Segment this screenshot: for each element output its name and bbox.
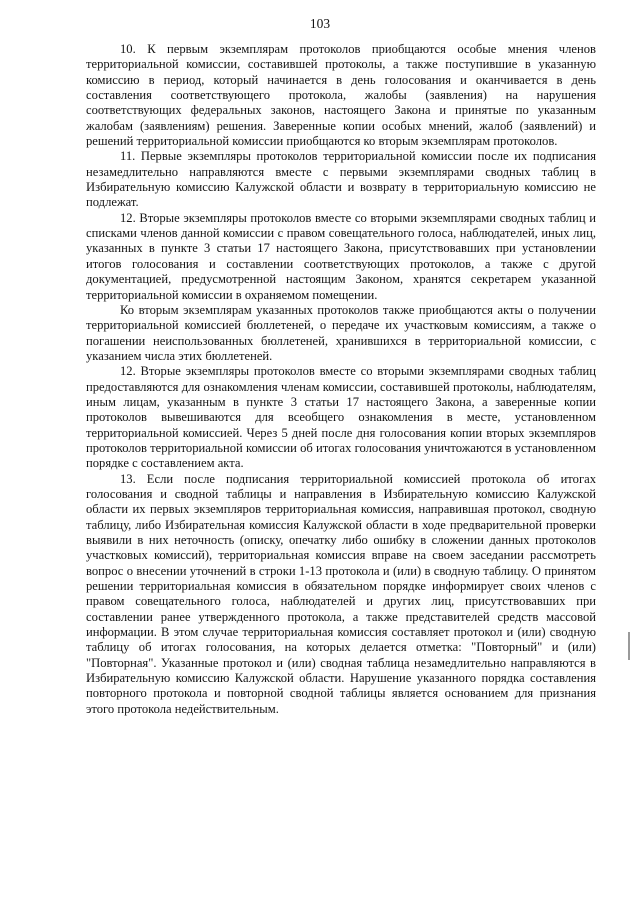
scan-edge-mark xyxy=(628,632,630,660)
document-body xyxy=(86,42,596,717)
paragraph-12: 12. Вторые экземпляры протоколов вместе со вторыми экземплярами сводных таблиц и списками членов данной комиссии с правом совещательного голоса, наблюдателей, иных лиц, указанных в пункте 3 статьи 17 настоящего Закона, присутствовавших при установлении итогов голосования и составлении соответствующих протоколов, а также с другой документацией, предусмотренной настоящим Законом, хранятся секретарем указанной территориальной комиссии в охраняемом помещении. xyxy=(86,210,596,302)
paragraph-12-second: 12. Вторые экземпляры протоколов вместе со вторыми экземплярами сводных таблиц предоставляются для ознакомления членам комиссии, составившей протоколы, наблюдателям, иным лицам, указанным в пункте 3 статьи 17 настоящего Закона, а заверенные копии протоколов вывешиваются для всеобщего ознакомления в месте, установленном территориальной комиссией. Через 5 дней после дня голосования копии вторых экземпляров протоколов территориальной комиссии об итогах голосования уничтожаются в установленном порядке с составлением акта. xyxy=(86,364,596,471)
paragraph-11: 11. Первые экземпляры протоколов территориальной комиссии после их подписания незамедлительно направляются вместе с первыми экземплярами сводных таблиц в Избирательную комиссию Калужской области и возврату в территориальную комиссию не подлежат. xyxy=(86,149,596,210)
paragraph-12-continuation: Ко вторым экземплярам указанных протоколов также приобщаются акты о получении территориальной комиссией бюллетеней, о передаче их участковым комиссиям, а также о погашении неиспользованных бюллетеней, хранившихся в территориальной комиссии, с указанием числа этих бюллетеней. xyxy=(86,302,596,363)
paragraph-10: 10. К первым экземплярам протоколов приобщаются особые мнения членов территориальной комиссии, составившей протоколы, а также поступившие в указанную комиссию в период, который начинается в день голосования и оканчивается в день составления соответствующего протокола, жалобы (заявления) на нарушения соответствующих федеральных законов, настоящего Закона и принятые по указанным жалобам (заявлениям) решения. Заверенные копии особых мнений, жалоб (заявлений) и решений территориальной комиссии приобщаются ко вторым экземплярам протоколов. xyxy=(86,42,596,149)
page-number: 103 xyxy=(309,16,331,31)
paragraph-13: 13. Если после подписания территориальной комиссией протокола об итогах голосования и сводной таблицы и направления в Избирательную комиссию Калужской области их первых экземпляров территориальная комиссия, направившая протокол, сводную таблицу, либо Избирательная комиссия Калужской области в ходе предварительной проверки выявили в них неточность (описку, опечатку либо ошибку в сложении данных протоколов участковых комиссий), территориальная комиссия вправе на своем заседании рассмотреть вопрос о внесении уточнений в строки 1-13 протокола и (или) в сводную таблицу. О принятом решении территориальная комиссия в обязательном порядке информирует своих членов с правом совещательного голоса, наблюдателей и других лиц, присутствовавших при составлении ранее утвержденного протокола, а также представителей средств массовой информации. В этом случае территориальная комиссия составляет протокол и (или) сводную таблицу об итогах голосования, на которых делается отметка: "Повторный" и (или) "Повторная". Указанные протокол и (или) сводная таблица незамедлительно направляются в Избирательную комиссию Калужской области. Нарушение указанного порядка составления повторного протокола и повторной сводной таблицы является основанием для признания этого протокола недействительным. xyxy=(86,471,596,716)
